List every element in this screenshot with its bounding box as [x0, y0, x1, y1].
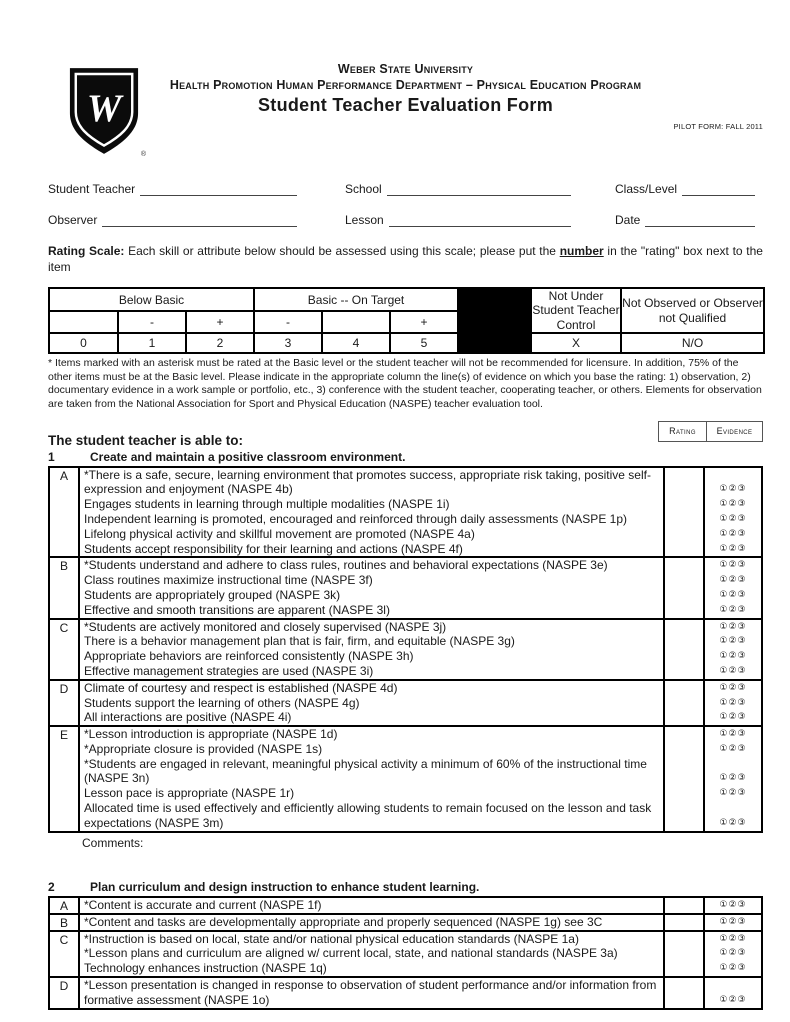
- rating-cell[interactable]: [663, 468, 705, 557]
- registered-mark: ®: [140, 151, 146, 158]
- lesson-field: [345, 213, 615, 227]
- evidence-marks[interactable]: ①②③: [719, 933, 747, 944]
- student-teacher-field: [48, 182, 345, 196]
- row-letter: A: [50, 468, 80, 557]
- section-number: 2: [48, 879, 55, 894]
- criterion-text: Engages students in learning through multiple modalities (NASPE 1i): [84, 497, 450, 512]
- row-letter: C: [50, 620, 80, 679]
- criterion-text: Class routines maximize instructional time (NASPE 3f): [84, 573, 373, 588]
- observer-input-line[interactable]: [102, 213, 297, 227]
- criterion-text: *Instruction is based on local, state and/or national physical education standards (NASPE 1a): [84, 931, 579, 946]
- section-2: [48, 880, 763, 1010]
- section-heading: [48, 450, 763, 464]
- table-row-1C: [50, 618, 761, 679]
- shield-icon: [67, 66, 141, 158]
- date-input-line[interactable]: [645, 213, 755, 227]
- rating-cell[interactable]: [663, 681, 705, 725]
- asterisk-footnote: * Items marked with an asterisk must be rated at the Basic level or the student teacher will not be recommended for licensure. In addition, 75% of the other items must be at the Basic level. Please indicate in the appropriate column the line(s) of evidence on which you base the rating: 1) observation, 2) documentary evidence in a work sample or portfolio, etc., 3) conference with the student teacher, cooperating teacher, or others. Elements for observation are taken from the National Association for Sport and Physical Education (NASPE) teacher evaluation tool.: [48, 357, 762, 410]
- criterion-text: Effective and smooth transitions are apparent (NASPE 3l): [84, 602, 390, 617]
- minus-sign: -: [118, 311, 186, 333]
- rating-column-header: Rating: [658, 421, 706, 442]
- scale-blank: [322, 311, 390, 333]
- rating-cell[interactable]: [663, 932, 705, 976]
- evidence-marks[interactable]: ①②③: [719, 916, 747, 927]
- evidence-marks[interactable]: ①②③: [719, 729, 747, 740]
- evidence-marks[interactable]: ①②③: [719, 528, 747, 539]
- criterion-text: All interactions are positive (NASPE 4i): [84, 710, 292, 725]
- scale-value-1: 1: [118, 333, 186, 353]
- form-title: Student Teacher Evaluation Form: [257, 95, 553, 115]
- identification-fields: [48, 182, 763, 227]
- row-letter: C: [50, 932, 80, 976]
- table-header-row: [48, 424, 763, 448]
- scale-value-3: 3: [254, 333, 322, 353]
- row-letter: D: [50, 681, 80, 725]
- criterion-text: Independent learning is promoted, encouraged and reinforced through daily assessments (NASPE 1p): [84, 511, 627, 526]
- evidence-marks[interactable]: ①②③: [719, 651, 747, 662]
- evidence-marks[interactable]: ①②③: [719, 621, 747, 632]
- criterion-text: Effective management strategies are used (NASPE 3i): [84, 663, 374, 678]
- evaluation-table: [48, 896, 763, 1010]
- evidence-marks[interactable]: ①②③: [719, 543, 747, 554]
- evidence-marks[interactable]: ①②③: [719, 513, 747, 524]
- field-label: Date: [615, 213, 641, 227]
- not-under-control-label: Not Under Student Teacher Control: [532, 289, 620, 332]
- evidence-marks[interactable]: ①②③: [719, 575, 747, 586]
- form-header: [48, 62, 763, 162]
- rating-scale-text-2: in the "rating" box next to the item: [48, 244, 763, 274]
- university-name: Weber State University: [337, 62, 474, 76]
- field-label: Observer: [48, 213, 98, 227]
- evidence-marks[interactable]: ①②③: [719, 499, 747, 510]
- evidence-marks[interactable]: ①②③: [719, 604, 747, 615]
- table-row-2A: [50, 898, 761, 913]
- below-basic-header: Below Basic: [49, 288, 254, 311]
- criterion-text: *There is a safe, secure, learning environment that promotes success, appropriate risk taking, positive self-expression and enjoyment (NASPE 4b): [84, 467, 651, 497]
- weber-state-shield-logo: [64, 66, 144, 166]
- rating-cell[interactable]: [663, 915, 705, 930]
- scale-value-no: N/O: [621, 333, 764, 353]
- evidence-marks[interactable]: ①②③: [719, 963, 747, 974]
- criterion-text: Lifelong physical activity and skillful movement are promoted (NASPE 4a): [84, 526, 475, 541]
- scale-divider-black-cell: [458, 288, 531, 353]
- section-1: [48, 450, 763, 850]
- criterion-text: Students support the learning of others (NASPE 4g): [84, 695, 360, 710]
- criterion-text: *Content is accurate and current (NASPE 1f): [84, 897, 322, 912]
- evidence-marks[interactable]: ①②③: [719, 682, 747, 693]
- rating-cell[interactable]: [663, 558, 705, 617]
- field-label: Student Teacher: [48, 182, 136, 196]
- criterion-text: Lesson pace is appropriate (NASPE 1r): [84, 786, 295, 801]
- evidence-marks[interactable]: ①②③: [719, 817, 747, 828]
- field-label: School: [345, 182, 382, 196]
- section-title: Plan curriculum and design instruction to enhance student learning.: [90, 879, 480, 894]
- scale-blank: [49, 311, 118, 333]
- scale-value-0: 0: [49, 333, 118, 353]
- criterion-text: There is a behavior management plan that is fair, firm, and equitable (NASPE 3g): [84, 634, 515, 649]
- table-row-1B: [50, 556, 761, 617]
- rating-scale-table: [48, 287, 765, 354]
- criterion-text: *Lesson presentation is changed in response to observation of student performance and/or information from formative assessment (NASPE 1o): [84, 978, 657, 1007]
- evidence-marks[interactable]: ①②③: [719, 712, 747, 723]
- section-heading: [48, 880, 763, 894]
- scale-value-2: 2: [186, 333, 254, 353]
- rating-scale-text-1: Each skill or attribute below should be assessed using this scale; please put the: [124, 244, 560, 258]
- comments-label: Comments:: [82, 835, 144, 850]
- lesson-input-line[interactable]: [389, 213, 571, 227]
- rating-scale-prefix: Rating Scale:: [48, 244, 125, 258]
- criterion-text: *Content and tasks are developmentally appropriate and properly sequenced (NASPE 1g) see 3C: [84, 914, 603, 929]
- evidence-marks[interactable]: ①②③: [719, 665, 747, 676]
- row-letter: A: [50, 898, 80, 913]
- evidence-marks[interactable]: ①②③: [719, 899, 747, 910]
- criterion-text: *Students understand and adhere to class rules, routines and behavioral expectations (NASPE 3e): [84, 558, 608, 573]
- not-observed-label: Not Observed or Observer not Qualified: [621, 288, 764, 333]
- evidence-marks[interactable]: ①②③: [719, 743, 747, 754]
- evidence-marks[interactable]: ①②③: [719, 560, 747, 571]
- evaluation-table: [48, 466, 763, 833]
- rating-scale-instructions: [48, 244, 763, 275]
- evidence-marks[interactable]: ①②③: [719, 484, 747, 495]
- row-letter: D: [50, 978, 80, 1008]
- evidence-marks[interactable]: ①②③: [719, 589, 747, 600]
- rating-evidence-header: [658, 421, 763, 442]
- class-level-input-line[interactable]: [682, 182, 755, 196]
- section-number: 1: [48, 449, 55, 464]
- criterion-text: Students are appropriately grouped (NASPE 3k): [84, 587, 341, 602]
- rating-cell[interactable]: [663, 978, 705, 1008]
- criterion-text: Students accept responsibility for their learning and actions (NASPE 4f): [84, 541, 463, 556]
- plus-sign: +: [390, 311, 458, 333]
- table-row-1E: [50, 725, 761, 831]
- row-letter: E: [50, 727, 80, 831]
- rating-cell[interactable]: [663, 727, 705, 831]
- observer-field: [48, 213, 345, 227]
- sections: [48, 450, 763, 1010]
- criterion-text: *Students are engaged in relevant, meaningful physical activity a minimum of 60% of the instructional time (NASPE 3n): [84, 756, 647, 786]
- criterion-text: Allocated time is used effectively and efficiently allowing students to remain focused on the lesson and task expectations (NASPE 3m): [84, 801, 652, 830]
- criterion-text: Climate of courtesy and respect is established (NASPE 4d): [84, 680, 398, 695]
- date-field: [615, 213, 763, 227]
- criterion-text: Appropriate behaviors are reinforced consistently (NASPE 3h): [84, 649, 414, 664]
- evidence-column-header: Evidence: [706, 421, 763, 442]
- criterion-text: *Lesson plans and curriculum are aligned w/ current local, state, and national standards (NASPE 3a): [84, 946, 618, 961]
- svg-text:W: W: [86, 86, 122, 130]
- minus-sign: -: [254, 311, 322, 333]
- student-teacher-input-line[interactable]: [140, 182, 297, 196]
- able-to-heading: The student teacher is able to:: [48, 432, 244, 448]
- school-input-line[interactable]: [387, 182, 571, 196]
- evidence-marks[interactable]: ①②③: [719, 773, 747, 784]
- field-row: [48, 182, 763, 196]
- table-row-2C: [50, 930, 761, 976]
- department-name: Health Promotion Human Performance Department – Physical Education Program: [169, 78, 642, 92]
- rating-cell[interactable]: [663, 898, 705, 913]
- criterion-text: *Students are actively monitored and closely supervised (NASPE 3j): [84, 619, 447, 634]
- section-title: Create and maintain a positive classroom environment.: [90, 449, 406, 464]
- evidence-marks[interactable]: ①②③: [719, 948, 747, 959]
- field-label: Lesson: [345, 213, 384, 227]
- pilot-form-note: PILOT FORM: FALL 2011: [673, 122, 763, 131]
- evidence-marks[interactable]: ①②③: [719, 697, 747, 708]
- evidence-marks[interactable]: ①②③: [719, 994, 747, 1005]
- field-row: [48, 213, 763, 227]
- field-label: Class/Level: [615, 182, 678, 196]
- plus-sign: +: [186, 311, 254, 333]
- basic-on-target-header: Basic -- On Target: [254, 288, 458, 311]
- table-row-2D: [50, 976, 761, 1008]
- scale-value-x: X: [531, 333, 621, 353]
- evidence-marks[interactable]: ①②③: [719, 636, 747, 647]
- evidence-marks[interactable]: ①②③: [719, 788, 747, 799]
- table-row-1A: [50, 468, 761, 557]
- class-level-field: [615, 182, 763, 196]
- row-letter: B: [50, 558, 80, 617]
- table-row-1D: [50, 679, 761, 725]
- scale-value-5: 5: [390, 333, 458, 353]
- criterion-text: *Appropriate closure is provided (NASPE 1s): [84, 741, 323, 756]
- scale-value-4: 4: [322, 333, 390, 353]
- row-letter: B: [50, 915, 80, 930]
- criterion-text: *Lesson introduction is appropriate (NASPE 1d): [84, 727, 338, 742]
- rating-scale-number-word: number: [559, 244, 604, 258]
- table-row-2B: [50, 913, 761, 930]
- criterion-text: Technology enhances instruction (NASPE 1q): [84, 961, 327, 976]
- school-field: [345, 182, 615, 196]
- rating-cell[interactable]: [663, 620, 705, 679]
